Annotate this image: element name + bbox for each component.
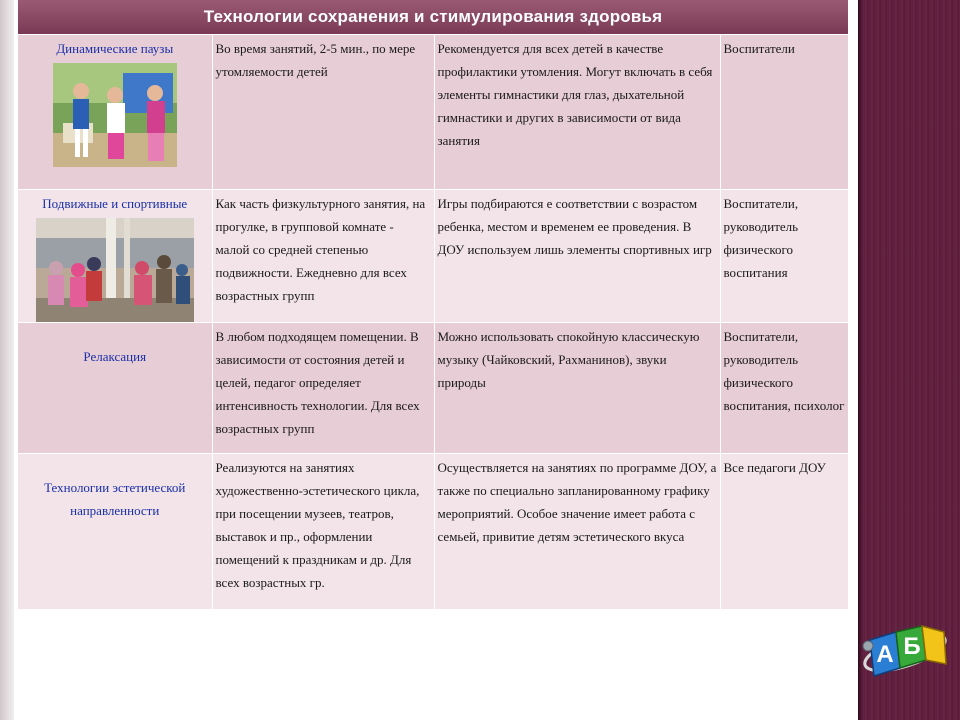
health-tech-table [18,0,848,610]
row-when: Реализуются на занятиях художественно-эстетического цикла, при посещении музеев, театров, выставок и пр., оформлении помещений к праздникам и др. Для всех возрастных гр. [212,454,434,610]
row-who: Воспитатели, руководитель физического воспитания, психолог [720,323,848,454]
table-row [18,454,848,610]
row-who: Воспитатели, руководитель физического воспитания [720,190,848,323]
row-who: Воспитатели [720,35,848,190]
row-name-cell [18,190,212,323]
row-name: Технологии эстетической направленности [44,480,186,518]
outdoor-games-photo [36,218,194,322]
table-row [18,323,848,454]
row-name: Подвижные и спортивные [42,196,188,211]
row-when: Как часть физкультурного занятия, на прогулке, в групповой комнате - малой со средней степенью подвижности. Ежедневно для всех возрастных групп [212,190,434,323]
row-who: Все педагоги ДОУ [720,454,848,610]
row-name: Релаксация [83,349,147,364]
row-when: В любом подходящем помещении. В зависимости от состояния детей и целей, педагог определяет интенсивность технологии. Для всех возрастных групп [212,323,434,454]
row-name: Динамические паузы [56,41,174,56]
row-notes: Осуществляется на занятиях по программе ДОУ, а также по специально запланированному графику мероприятий. Особое значение имеет работа с семьей, привитие детям эстетического вкуса [434,454,720,610]
logo-letter-b: Б [903,633,921,660]
row-name-cell [18,323,212,454]
table-title: Технологии сохранения и стимулирования здоровья [18,0,848,35]
table-row [18,190,848,323]
row-name-cell [18,35,212,190]
dynamic-pause-photo [53,63,177,167]
row-notes: Рекомендуется для всех детей в качестве профилактики утомления. Могут включать в себя элементы гимнастики для глаз, дыхательной гимнастики и других в зависимости от вида занятия [434,35,720,190]
row-when: Во время занятий, 2-5 мин., по мере утомляемости детей [212,35,434,190]
row-notes: Игры подбираются е соответствии с возрастом ребенка, местом и временем ее проведения. В ДОУ используем лишь элементы спортивных игр [434,190,720,323]
row-name-cell [18,454,212,610]
table-row [18,35,848,190]
row-notes: Можно использовать спокойную классическую музыку (Чайковский, Рахманинов), звуки природы [434,323,720,454]
left-decor-strip [0,0,14,720]
alphabet-cube-logo [860,610,950,690]
logo-letter-a: А [876,641,894,668]
